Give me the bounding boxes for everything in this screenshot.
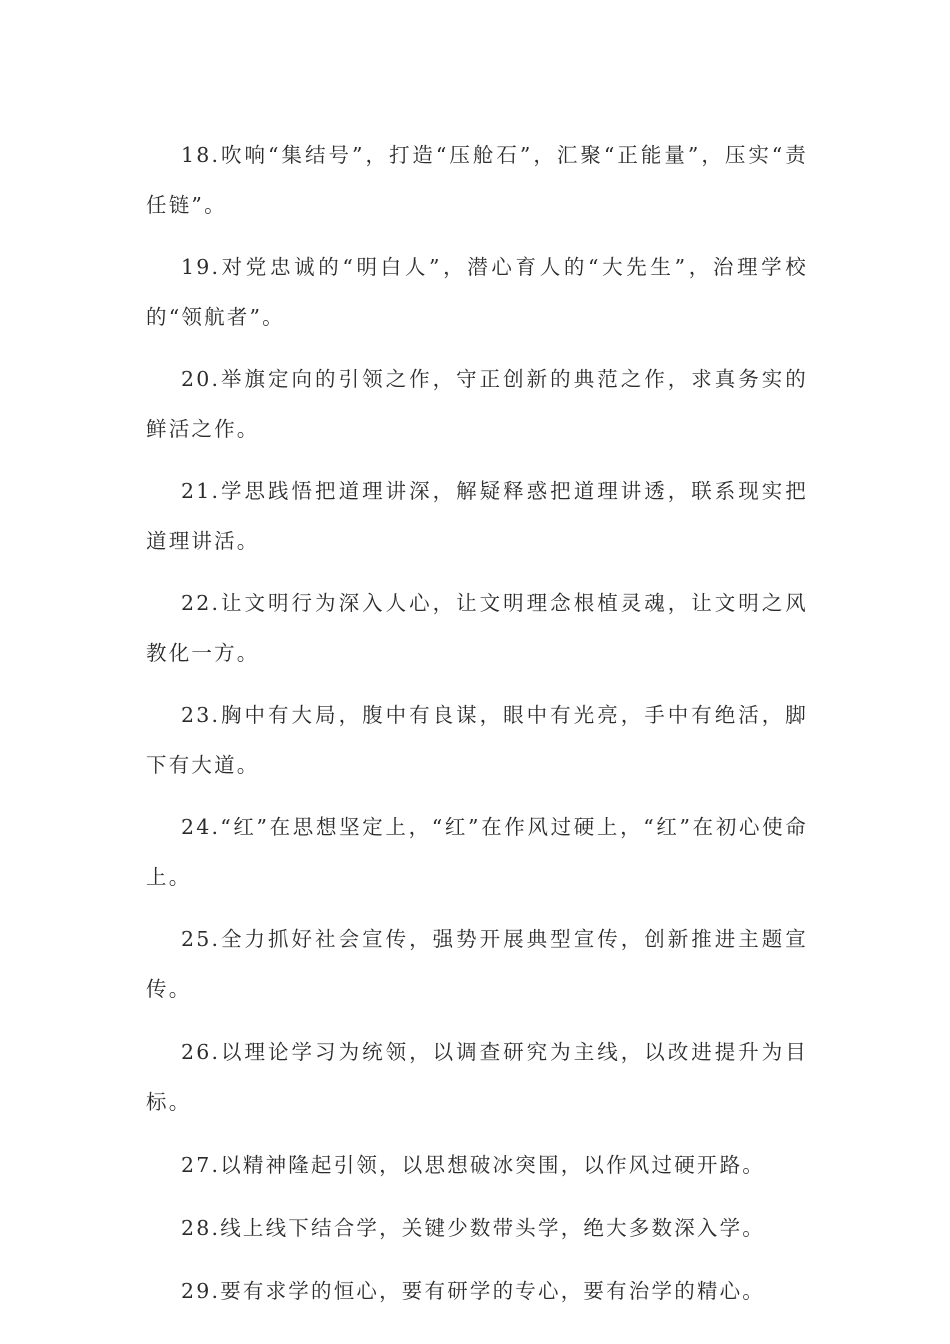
list-item: 20.举旗定向的引领之作，守正创新的典范之作，求真务实的鲜活之作。	[146, 367, 808, 441]
list-item: 21.学思践悟把道理讲深，解疑释惑把道理讲透，联系现实把道理讲活。	[146, 479, 808, 553]
list-item: 18.吹响“集结号”，打造“压舱石”，汇聚“正能量”，压实“责任链”。	[146, 143, 808, 217]
list-item: 28.线上线下结合学，关键少数带头学，绝大多数深入学。	[181, 1216, 766, 1240]
list-item: 27.以精神隆起引领，以思想破冰突围，以作风过硬开路。	[181, 1153, 766, 1177]
document-body	[146, 130, 808, 1329]
list-item: 25.全力抓好社会宣传，强势开展典型宣传，创新推进主题宣传。	[146, 927, 808, 1001]
list-item: 22.让文明行为深入人心，让文明理念根植灵魂，让文明之风教化一方。	[146, 591, 808, 665]
list-item: 26.以理论学习为统领，以调查研究为主线，以改进提升为目标。	[146, 1040, 808, 1114]
list-item: 24.“红”在思想坚定上，“红”在作风过硬上，“红”在初心使命上。	[146, 815, 808, 889]
list-item: 19.对党忠诚的“明白人”，潜心育人的“大先生”，治理学校的“领航者”。	[146, 255, 808, 329]
list-item: 23.胸中有大局，腹中有良谋，眼中有光亮，手中有绝活，脚下有大道。	[146, 703, 808, 777]
list-item: 29.要有求学的恒心，要有研学的专心，要有治学的精心。	[181, 1279, 766, 1303]
